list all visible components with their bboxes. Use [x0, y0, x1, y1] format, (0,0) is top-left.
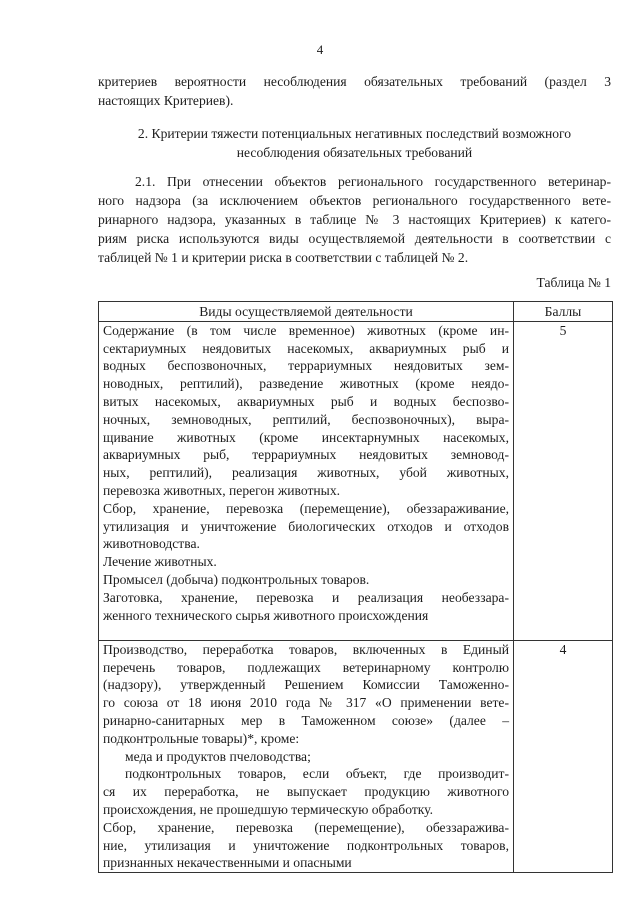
table-row	[99, 321, 613, 640]
cell-line: утилизация и уничтожение биологических отходов и отходов	[103, 518, 509, 534]
column-header-score: Баллы	[514, 302, 613, 322]
cell-line: Сбор, хранение, перевозка (перемещение), обеззараживание,	[103, 500, 509, 516]
cell-line: перечень товаров, подлежащих ветеринарному контролю	[103, 659, 509, 675]
cell-line	[103, 730, 509, 748]
cell-line: (надзору), утвержденный Решением Комиссии Таможенно-	[103, 677, 509, 693]
cell-line: витых насекомых, аквариумных рыб и водных беспозво-	[103, 393, 509, 409]
cell-line: животноводства.	[103, 536, 200, 552]
text-line: риям риска используются виды осуществляемой деятельности в соответствии с	[98, 231, 611, 246]
cell-line: перевозка животных, перегон животных.	[103, 482, 341, 498]
table-label: Таблица № 1	[536, 275, 611, 290]
cell-line: меда и продуктов пчеловодства;	[125, 748, 311, 764]
section-title	[98, 124, 611, 162]
cell-line: подконтрольных товаров, если объект, где производит-	[125, 766, 509, 782]
footnote-text: подконтрольные товары)*, кроме:	[103, 730, 300, 746]
cell-line: ных, рептилий), реализация животных, убой животных,	[103, 465, 509, 481]
cell-line: щивание животных (кроме инсектарнумных насекомых,	[103, 429, 509, 445]
paragraph-2-1	[98, 172, 611, 267]
text-line: ного надзора (за исключением объектов регионального государственного вете-	[98, 193, 611, 208]
cell-line: Содержание (в том числе временное) животных (кроме ин-	[103, 322, 509, 338]
cell-line: Сбор, хранение, перевозка (перемещение), обеззаражива-	[103, 819, 509, 835]
cell-line: Производство, переработка товаров, включенных в Единый	[103, 641, 509, 657]
cell-line: Промысел (добыча) подконтрольных товаров.	[103, 571, 370, 587]
cell-line: женного технического сырья животного происхождения	[103, 607, 429, 623]
cell-line: ние, утилизация и уничтожение подконтрольных товаров,	[103, 837, 509, 853]
section-title-line: несоблюдения обязательных требований	[236, 145, 473, 160]
cell-line: водных беспозвоночных, террариумных неядовитых зем-	[103, 358, 509, 374]
cell-line: Лечение животных.	[103, 554, 217, 570]
text-line: настоящих Критериев).	[98, 93, 234, 108]
cell-line: сектариумных неядовитых насекомых, аквариумных рыб и	[103, 340, 509, 356]
activity-cell	[99, 640, 514, 872]
text-line: критериев вероятности несоблюдения обязательных требований (раздел 3	[98, 74, 611, 89]
activity-cell	[99, 321, 514, 640]
text-line: 2.1. При отнесении объектов регионального государственного ветеринар-	[135, 174, 611, 189]
paragraph-continuation	[98, 72, 611, 110]
activity-score-table	[98, 301, 613, 873]
score-cell: 5	[514, 321, 613, 640]
text-line: ринарного надзора, указанных в таблице № 3 настоящих Критериев) к катего-	[98, 212, 611, 227]
table-header-row	[99, 302, 613, 322]
cell-line: ночных, земноводных, рептилий, беспозвоночных), выра-	[103, 411, 509, 427]
column-header-activity: Виды осуществляемой деятельности	[99, 302, 514, 322]
cell-line: аквариумных рыб, террариумных неядовитых земновод-	[103, 447, 509, 463]
cell-line: Заготовка, хранение, перевозка и реализация необеззара-	[103, 589, 509, 605]
cell-line: признанных некачественными и опасными	[103, 855, 352, 871]
cell-line: ся их переработка, не выпускает продукцию животного	[103, 784, 509, 800]
section-title-line: 2. Критерии тяжести потенциальных негативных последствий возможного	[137, 126, 572, 141]
cell-line: ринарно-санитарных мер в Таможенном союзе» (далее –	[103, 712, 509, 728]
table-row	[99, 640, 613, 872]
score-cell: 4	[514, 640, 613, 872]
page-number: 4	[316, 42, 324, 57]
text-line: таблицей № 1 и критерии риска в соответствии с таблицей № 2.	[98, 250, 469, 265]
cell-line: го союза от 18 июня 2010 года № 317 «О применении вете-	[103, 695, 509, 711]
cell-line: новодных, рептилий), разведение животных (кроме неядо-	[103, 376, 509, 392]
cell-line: происхождения, не прошедшую термическую обработку.	[103, 801, 434, 817]
